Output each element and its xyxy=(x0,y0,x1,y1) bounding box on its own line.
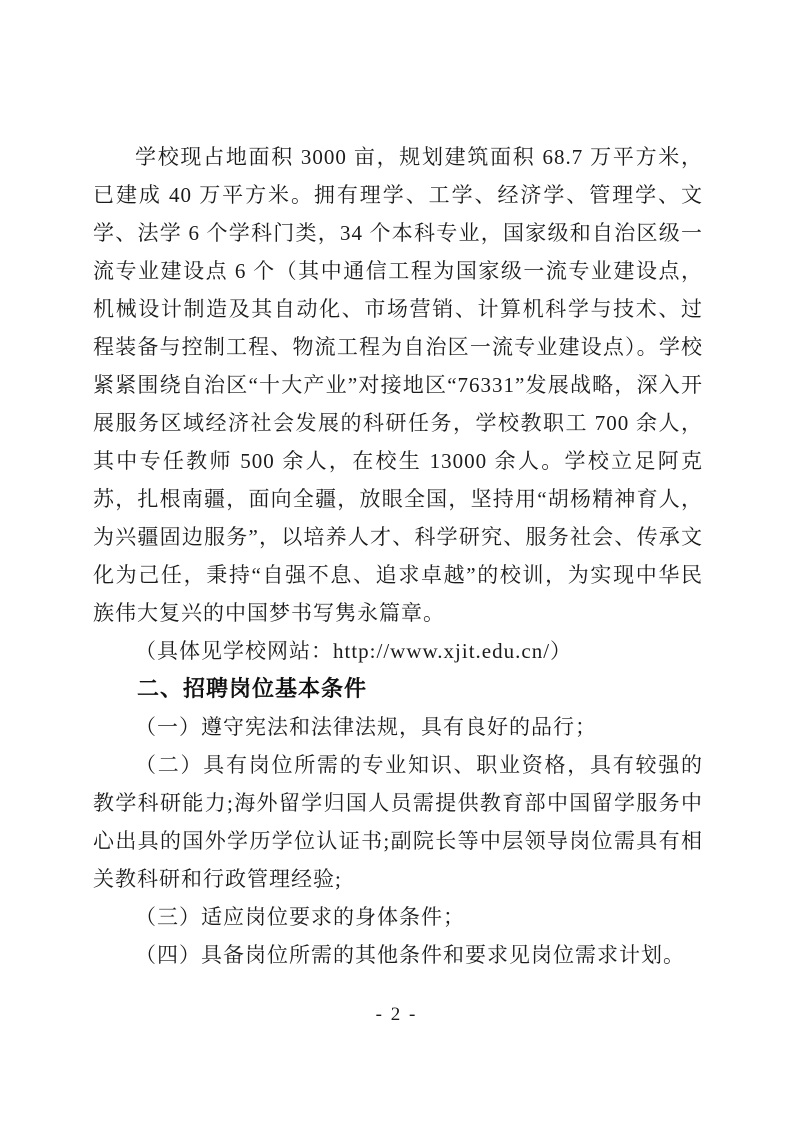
paragraph-school-overview: 学校现占地面积 3000 亩，规划建筑面积 68.7 万平方米，已建成 40 万平方米。拥有理学、工学、经济学、管理学、文学、法学 6 个学科门类，34 个本科专业，国家级和自治区级一流专业建设点 6 个（其中通信工程为国家级一流专业建设点，机械设计制造及其自动化、市场营销、计算机科学与技术、过程装备与控制工程、物流工程为自治区一流专业建设点）。学校紧紧围绕自治区“十大产业”对接地区“76331”发展战略，深入开展服务区域经济社会发展的科研任务，学校教职工 700 余人，其中专任教师 500 余人，在校生 13000 余人。学校立足阿克苏，扎根南疆，面向全疆，放眼全国，坚持用“胡杨精神育人，为兴疆固边服务”，以培养人才、科学研究、服务社会、传承文化为己任，秉持“自强不息、追求卓越”的校训，为实现中华民族伟大复兴的中国梦书写隽永篇章。 xyxy=(93,145,703,625)
condition-item-1: （一）遵守宪法和法律法规，具有良好的品行； xyxy=(135,715,597,739)
page-number: - 2 - xyxy=(375,1004,418,1025)
section-heading-recruitment-conditions: 二、招聘岗位基本条件 xyxy=(137,676,368,701)
condition-item-4: （四）具备岗位所需的其他条件和要求见岗位需求计划。 xyxy=(135,943,685,967)
page-content xyxy=(93,138,703,974)
condition-item-2: （二）具有岗位所需的专业知识、职业资格，具有较强的教学科研能力;海外留学归国人员需提供教育部中国留学服务中心出具的国外学历学位认证书;副院长等中层领导岗位需具有相关教科研和行政管理经验; xyxy=(93,753,703,891)
condition-item-3: （三）适应岗位要求的身体条件； xyxy=(135,905,465,929)
paragraph-website-note: （具体见学校网站：http://www.xjit.edu.cn/） xyxy=(135,639,573,663)
